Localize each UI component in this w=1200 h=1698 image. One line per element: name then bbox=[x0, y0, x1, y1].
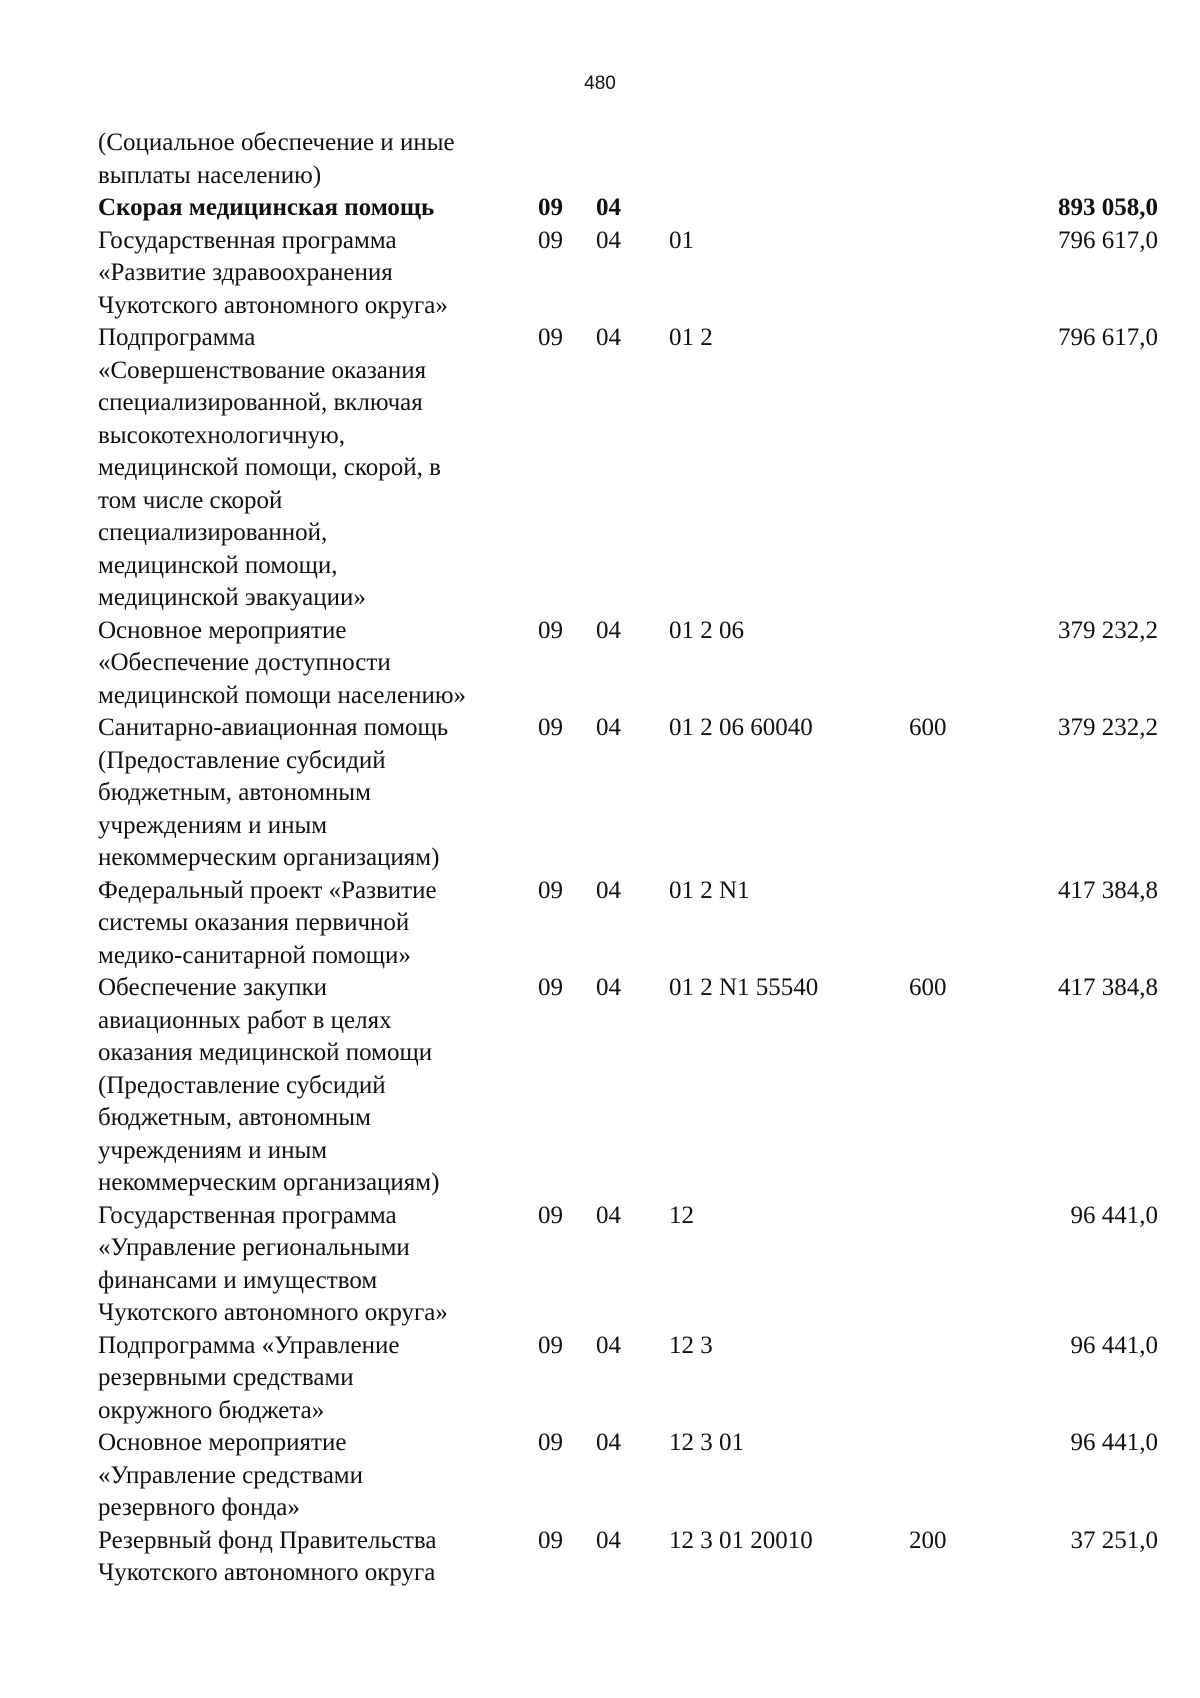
row-name: (Социальное обеспечение и иные выплаты населению) bbox=[98, 129, 455, 189]
row-expense-type: 200 bbox=[909, 1526, 947, 1554]
row-name: Подпрограмма «Совершенствование оказания специализированной, включая высокотехнологичную, медицинской помощи, скорой, в том числе скорой специализированной, медицинской помощи, медицинской эвакуации» bbox=[98, 324, 441, 611]
row-expense-type bbox=[909, 322, 1019, 615]
row-subsection: 04 bbox=[596, 616, 621, 644]
row-amount: 96 441,0 bbox=[1070, 1331, 1158, 1359]
budget-table bbox=[98, 127, 1158, 1590]
row-amount: 417 384,8 bbox=[1058, 974, 1158, 1001]
row-expense-type bbox=[909, 192, 1019, 225]
row-name: Подпрограмма «Управление резервными средствами окружного бюджета» bbox=[98, 1331, 400, 1424]
table-row bbox=[98, 712, 1158, 875]
table-row bbox=[98, 1525, 1158, 1590]
row-subsection: 04 bbox=[596, 1331, 621, 1359]
row-section: 09 bbox=[538, 324, 563, 351]
row-subsection: 04 bbox=[596, 974, 621, 1001]
row-expense-type bbox=[909, 1427, 1019, 1525]
row-target-article: 01 2 bbox=[669, 324, 713, 351]
row-amount: 96 441,0 bbox=[1070, 1429, 1158, 1456]
row-subsection: 04 bbox=[596, 876, 621, 904]
row-subsection: 04 bbox=[596, 194, 621, 221]
row-target-article: 12 3 01 bbox=[669, 1429, 744, 1456]
row-expense-type bbox=[909, 127, 1019, 192]
row-expense-type: 600 bbox=[909, 714, 947, 741]
row-subsection: 04 bbox=[596, 226, 621, 254]
row-expense-type bbox=[909, 875, 1019, 973]
row-amount: 796 617,0 bbox=[1058, 226, 1158, 254]
row-name: Основное мероприятие «Управление средствами резервного фонда» bbox=[98, 1429, 364, 1521]
row-subsection: 04 bbox=[596, 1429, 621, 1456]
row-expense-type bbox=[909, 225, 1019, 323]
row-section: 09 bbox=[538, 714, 563, 741]
row-target-article: 01 2 N1 bbox=[669, 876, 750, 904]
row-section: 09 bbox=[538, 194, 563, 221]
row-target-article: 01 2 N1 55540 bbox=[669, 974, 819, 1001]
row-target-article: 12 3 01 20010 bbox=[669, 1526, 813, 1554]
row-amount: 96 441,0 bbox=[1070, 1201, 1158, 1229]
row-amount bbox=[1019, 127, 1158, 192]
row-name: Санитарно-авиационная помощь (Предоставление субсидий бюджетным, автономным учреждениям и иным некоммерческим организациям) bbox=[98, 714, 449, 871]
table-row bbox=[98, 322, 1158, 615]
row-amount: 417 384,8 bbox=[1058, 876, 1158, 904]
row-section: 09 bbox=[538, 1201, 563, 1229]
row-name: Государственная программа «Развитие здравоохранения Чукотского автономного округа» bbox=[98, 226, 448, 319]
row-target-article: 12 3 bbox=[669, 1331, 713, 1359]
row-name: Скорая медицинская помощь bbox=[98, 194, 435, 221]
table-row bbox=[98, 225, 1158, 323]
row-section: 09 bbox=[538, 974, 563, 1001]
row-subsection: 04 bbox=[596, 1526, 621, 1554]
row-target-article bbox=[669, 192, 909, 225]
row-expense-type: 600 bbox=[909, 974, 947, 1001]
row-expense-type bbox=[909, 1200, 1019, 1330]
row-name: Резервный фонд Правительства Чукотского автономного округа bbox=[98, 1526, 437, 1586]
row-expense-type bbox=[909, 1330, 1019, 1428]
row-amount: 379 232,2 bbox=[1058, 714, 1158, 741]
row-amount: 893 058,0 bbox=[1058, 194, 1158, 221]
budget-table-body bbox=[98, 127, 1158, 1590]
row-amount: 796 617,0 bbox=[1058, 324, 1158, 351]
row-target-article bbox=[669, 127, 909, 192]
table-row bbox=[98, 1427, 1158, 1525]
row-expense-type bbox=[909, 615, 1019, 713]
row-subsection bbox=[596, 127, 669, 192]
row-section: 09 bbox=[538, 1526, 563, 1554]
table-row bbox=[98, 972, 1158, 1200]
table-row bbox=[98, 615, 1158, 713]
row-target-article: 01 2 06 60040 bbox=[669, 714, 813, 741]
row-amount: 37 251,0 bbox=[1070, 1526, 1158, 1554]
row-subsection: 04 bbox=[596, 324, 621, 351]
row-section: 09 bbox=[538, 1331, 563, 1359]
row-target-article: 01 2 06 bbox=[669, 616, 744, 644]
row-subsection: 04 bbox=[596, 714, 621, 741]
row-name: Основное мероприятие «Обеспечение доступности медицинской помощи населению» bbox=[98, 616, 467, 709]
table-row bbox=[98, 1200, 1158, 1330]
row-section: 09 bbox=[538, 876, 563, 904]
row-section: 09 bbox=[538, 1429, 563, 1456]
row-section: 09 bbox=[538, 616, 563, 644]
row-name: Обеспечение закупки авиационных работ в целях оказания медицинской помощи (Предоставление субсидий бюджетным, автономным учреждениям и иным некоммерческим организациям) bbox=[98, 974, 440, 1196]
table-row bbox=[98, 192, 1158, 225]
row-section bbox=[538, 127, 596, 192]
row-target-article: 12 bbox=[669, 1201, 694, 1229]
row-section: 09 bbox=[538, 226, 563, 254]
row-name: Федеральный проект «Развитие системы оказания первичной медико-санитарной помощи» bbox=[98, 876, 437, 969]
table-row bbox=[98, 875, 1158, 973]
table-row bbox=[98, 1330, 1158, 1428]
row-name: Государственная программа «Управление региональными финансами и имуществом Чукотского автономного округа» bbox=[98, 1201, 448, 1326]
row-amount: 379 232,2 bbox=[1058, 616, 1158, 644]
row-target-article: 01 bbox=[669, 226, 694, 254]
page-number: 480 bbox=[584, 73, 616, 94]
row-subsection: 04 bbox=[596, 1201, 621, 1229]
table-row bbox=[98, 127, 1158, 192]
